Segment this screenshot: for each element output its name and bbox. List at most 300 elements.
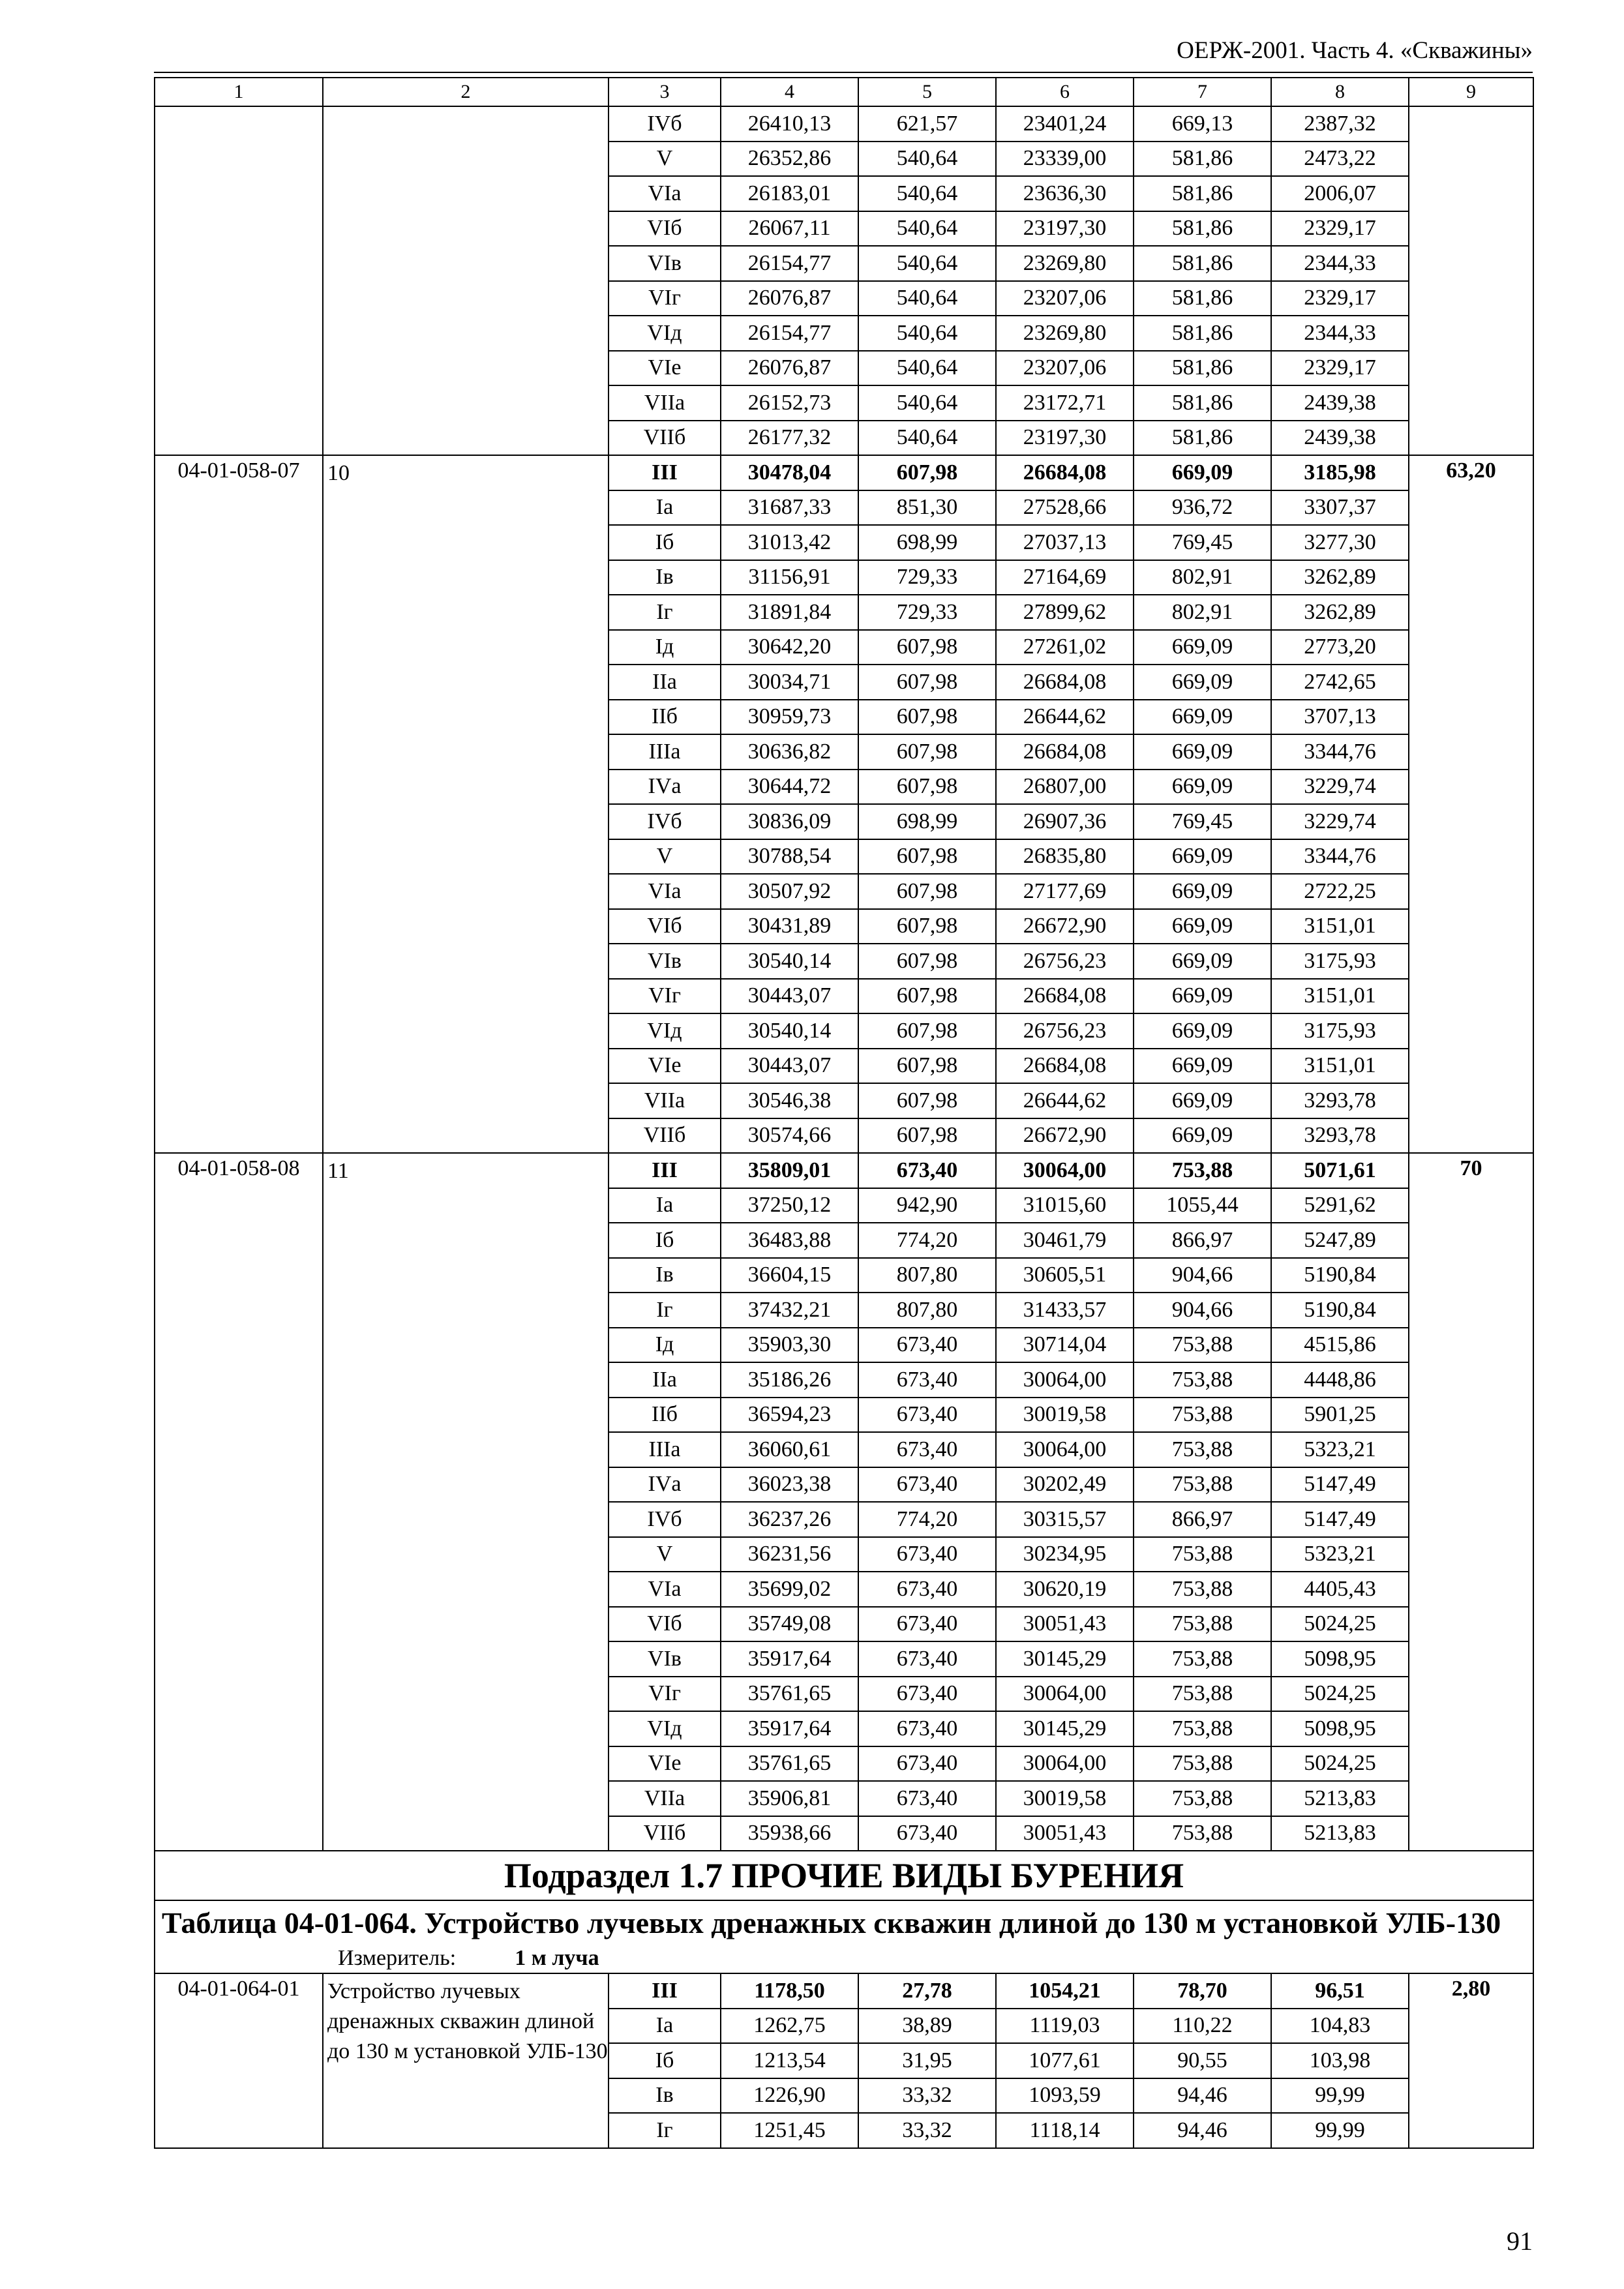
- value-cell: 3229,74: [1271, 804, 1409, 839]
- value-cell: 3151,01: [1271, 909, 1409, 944]
- value-cell: 30145,29: [996, 1641, 1134, 1677]
- value-cell: 673,40: [858, 1641, 996, 1677]
- table-body: [155, 78, 1533, 2148]
- value-cell: 26410,13: [721, 106, 858, 142]
- zone-cell: VIа: [609, 176, 721, 211]
- value-cell: 38,89: [858, 2009, 996, 2044]
- value-cell: 851,30: [858, 490, 996, 526]
- value-cell: 904,66: [1134, 1258, 1271, 1293]
- table-title-row: [155, 1900, 1533, 1973]
- value-cell: 26684,08: [996, 979, 1134, 1014]
- value-cell: 26756,23: [996, 1013, 1134, 1049]
- value-cell: 1251,45: [721, 2113, 858, 2148]
- value-cell: 30620,19: [996, 1572, 1134, 1607]
- zone-cell: VIв: [609, 1641, 721, 1677]
- zone-cell: Iа: [609, 490, 721, 526]
- value-cell: 30064,00: [996, 1432, 1134, 1467]
- zone-cell: V: [609, 1537, 721, 1572]
- value-cell: 30064,00: [996, 1677, 1134, 1712]
- value-cell: 30202,49: [996, 1467, 1134, 1503]
- zone-cell: Iд: [609, 1328, 721, 1363]
- value-cell: 3293,78: [1271, 1083, 1409, 1118]
- value-cell: 1119,03: [996, 2009, 1134, 2044]
- value-cell: 30051,43: [996, 1607, 1134, 1642]
- value-cell: 607,98: [858, 979, 996, 1014]
- value-cell: 30145,29: [996, 1711, 1134, 1746]
- value-cell: 729,33: [858, 595, 996, 630]
- table-title-cell: [155, 1900, 1533, 1973]
- value-cell: 540,64: [858, 385, 996, 421]
- value-cell: 607,98: [858, 1049, 996, 1084]
- value-cell: 669,09: [1134, 1049, 1271, 1084]
- value-cell: 23339,00: [996, 142, 1134, 177]
- value-cell: 2006,07: [1271, 176, 1409, 211]
- value-cell: 30636,82: [721, 734, 858, 770]
- value-cell: 753,88: [1134, 1537, 1271, 1572]
- value-cell: 23197,30: [996, 211, 1134, 247]
- zone-cell: IIIа: [609, 734, 721, 770]
- value-cell: 540,64: [858, 316, 996, 351]
- value-cell: 607,98: [858, 1013, 996, 1049]
- zone-cell: Iб: [609, 525, 721, 560]
- value-cell: 3185,98: [1271, 455, 1409, 490]
- value-cell: 607,98: [858, 770, 996, 805]
- value-cell: 103,98: [1271, 2043, 1409, 2078]
- value-cell: 94,46: [1134, 2113, 1271, 2148]
- zone-cell: IIб: [609, 700, 721, 735]
- value-cell: 23269,80: [996, 246, 1134, 281]
- zone-cell: VIв: [609, 246, 721, 281]
- zone-cell: VIа: [609, 874, 721, 909]
- value-cell: 1093,59: [996, 2078, 1134, 2114]
- value-cell: 37250,12: [721, 1188, 858, 1223]
- value-cell: 769,45: [1134, 525, 1271, 560]
- table-row: [155, 455, 1533, 490]
- zone-cell: Iг: [609, 595, 721, 630]
- value-cell: 607,98: [858, 874, 996, 909]
- value-cell: 30959,73: [721, 700, 858, 735]
- value-cell: 23207,06: [996, 281, 1134, 316]
- value-cell: 23636,30: [996, 176, 1134, 211]
- value-cell: 23401,24: [996, 106, 1134, 142]
- value-cell: 540,64: [858, 351, 996, 386]
- value-cell: 26644,62: [996, 1083, 1134, 1118]
- value-cell: 36023,38: [721, 1467, 858, 1503]
- value-cell: 753,88: [1134, 1746, 1271, 1782]
- value-cell: 30234,95: [996, 1537, 1134, 1572]
- column-number: 9: [1409, 78, 1533, 106]
- zone-cell: IVб: [609, 804, 721, 839]
- value-cell: 30315,57: [996, 1502, 1134, 1537]
- value-cell: 2722,25: [1271, 874, 1409, 909]
- value-cell: 753,88: [1134, 1328, 1271, 1363]
- value-cell: 673,40: [858, 1746, 996, 1782]
- value-cell: 35761,65: [721, 1677, 858, 1712]
- value-cell: 673,40: [858, 1677, 996, 1712]
- value-cell: 669,09: [1134, 630, 1271, 665]
- zone-cell: VIг: [609, 281, 721, 316]
- zone-cell: III: [609, 1973, 721, 2009]
- value-cell: 3344,76: [1271, 839, 1409, 875]
- value-cell: 30605,51: [996, 1258, 1134, 1293]
- value-cell: 26672,90: [996, 1118, 1134, 1154]
- value-cell: 5247,89: [1271, 1223, 1409, 1258]
- zone-cell: IVб: [609, 106, 721, 142]
- value-cell: 30546,38: [721, 1083, 858, 1118]
- page-number: 91: [1507, 2226, 1533, 2256]
- value-cell: 31433,57: [996, 1293, 1134, 1328]
- value-cell: 30507,92: [721, 874, 858, 909]
- value-cell: 26152,73: [721, 385, 858, 421]
- value-cell: 802,91: [1134, 560, 1271, 595]
- value-cell: 904,66: [1134, 1293, 1271, 1328]
- value-cell: 33,32: [858, 2078, 996, 2114]
- value-cell: 36594,23: [721, 1398, 858, 1433]
- rate-code-cell: [155, 106, 323, 455]
- zone-cell: VIг: [609, 1677, 721, 1712]
- table-row: [155, 106, 1533, 142]
- value-cell: 90,55: [1134, 2043, 1271, 2078]
- value-cell: 607,98: [858, 1083, 996, 1118]
- value-cell: 30019,58: [996, 1398, 1134, 1433]
- value-cell: 581,86: [1134, 211, 1271, 247]
- value-cell: 729,33: [858, 560, 996, 595]
- zone-cell: VIIб: [609, 1816, 721, 1851]
- value-cell: 669,09: [1134, 874, 1271, 909]
- value-cell: 669,09: [1134, 700, 1271, 735]
- value-cell: 3175,93: [1271, 944, 1409, 979]
- value-cell: 5024,25: [1271, 1677, 1409, 1712]
- value-cell: 30642,20: [721, 630, 858, 665]
- value-cell: 26835,80: [996, 839, 1134, 875]
- value-cell: 5901,25: [1271, 1398, 1409, 1433]
- value-cell: 673,40: [858, 1328, 996, 1363]
- value-cell: 3229,74: [1271, 770, 1409, 805]
- value-cell: 1226,90: [721, 2078, 858, 2114]
- column-number: 7: [1134, 78, 1271, 106]
- value-cell: 35938,66: [721, 1816, 858, 1851]
- value-cell: 753,88: [1134, 1153, 1271, 1188]
- value-cell: 30836,09: [721, 804, 858, 839]
- value-cell: 30478,04: [721, 455, 858, 490]
- zone-cell: Iб: [609, 2043, 721, 2078]
- rates-table: [154, 77, 1534, 2149]
- measure-line: [162, 1944, 1526, 1973]
- value-cell: 669,09: [1134, 839, 1271, 875]
- value-cell: 669,09: [1134, 770, 1271, 805]
- value-cell: 27261,02: [996, 630, 1134, 665]
- value-cell: 753,88: [1134, 1711, 1271, 1746]
- zone-cell: V: [609, 142, 721, 177]
- work-name-cell: 10: [323, 455, 609, 1153]
- col9-cell: 2,80: [1409, 1973, 1533, 2148]
- value-cell: 774,20: [858, 1223, 996, 1258]
- value-cell: 669,09: [1134, 979, 1271, 1014]
- value-cell: 36237,26: [721, 1502, 858, 1537]
- zone-cell: VIб: [609, 909, 721, 944]
- value-cell: 866,97: [1134, 1502, 1271, 1537]
- value-cell: 669,09: [1134, 1118, 1271, 1154]
- zone-cell: IVб: [609, 1502, 721, 1537]
- value-cell: 31013,42: [721, 525, 858, 560]
- column-number: 6: [996, 78, 1134, 106]
- value-cell: 673,40: [858, 1781, 996, 1816]
- value-cell: 942,90: [858, 1188, 996, 1223]
- zone-cell: VIд: [609, 1013, 721, 1049]
- value-cell: 23172,71: [996, 385, 1134, 421]
- zone-cell: III: [609, 1153, 721, 1188]
- value-cell: 2329,17: [1271, 281, 1409, 316]
- column-number: 5: [858, 78, 996, 106]
- value-cell: 2387,32: [1271, 106, 1409, 142]
- value-cell: 753,88: [1134, 1816, 1271, 1851]
- value-cell: 673,40: [858, 1153, 996, 1188]
- value-cell: 607,98: [858, 944, 996, 979]
- value-cell: 669,09: [1134, 665, 1271, 700]
- value-cell: 607,98: [858, 1118, 996, 1154]
- zone-cell: Iг: [609, 2113, 721, 2148]
- zone-cell: VIд: [609, 1711, 721, 1746]
- value-cell: 607,98: [858, 909, 996, 944]
- col9-cell: [1409, 106, 1533, 455]
- value-cell: 27,78: [858, 1973, 996, 2009]
- value-cell: 753,88: [1134, 1677, 1271, 1712]
- value-cell: 2344,33: [1271, 246, 1409, 281]
- value-cell: 30443,07: [721, 979, 858, 1014]
- value-cell: 753,88: [1134, 1607, 1271, 1642]
- value-cell: 26076,87: [721, 351, 858, 386]
- value-cell: 30714,04: [996, 1328, 1134, 1363]
- value-cell: 27177,69: [996, 874, 1134, 909]
- zone-cell: III: [609, 455, 721, 490]
- value-cell: 35906,81: [721, 1781, 858, 1816]
- value-cell: 110,22: [1134, 2009, 1271, 2044]
- value-cell: 36604,15: [721, 1258, 858, 1293]
- zone-cell: VIб: [609, 1607, 721, 1642]
- value-cell: 669,09: [1134, 734, 1271, 770]
- value-cell: 581,86: [1134, 421, 1271, 456]
- value-cell: 673,40: [858, 1711, 996, 1746]
- value-cell: 26183,01: [721, 176, 858, 211]
- zone-cell: VIе: [609, 1049, 721, 1084]
- value-cell: 27528,66: [996, 490, 1134, 526]
- value-cell: 1213,54: [721, 2043, 858, 2078]
- value-cell: 5024,25: [1271, 1607, 1409, 1642]
- value-cell: 3262,89: [1271, 560, 1409, 595]
- zone-cell: VIб: [609, 211, 721, 247]
- header-rule: [154, 72, 1533, 73]
- value-cell: 30540,14: [721, 1013, 858, 1049]
- value-cell: 540,64: [858, 142, 996, 177]
- table-row: [155, 1973, 1533, 2009]
- value-cell: 753,88: [1134, 1572, 1271, 1607]
- value-cell: 36483,88: [721, 1223, 858, 1258]
- value-cell: 581,86: [1134, 316, 1271, 351]
- value-cell: 5071,61: [1271, 1153, 1409, 1188]
- value-cell: 26067,11: [721, 211, 858, 247]
- value-cell: 26076,87: [721, 281, 858, 316]
- value-cell: 27037,13: [996, 525, 1134, 560]
- value-cell: 23269,80: [996, 316, 1134, 351]
- value-cell: 2439,38: [1271, 421, 1409, 456]
- value-cell: 673,40: [858, 1537, 996, 1572]
- value-cell: 1055,44: [1134, 1188, 1271, 1223]
- zone-cell: IVа: [609, 770, 721, 805]
- value-cell: 673,40: [858, 1607, 996, 1642]
- value-cell: 540,64: [858, 421, 996, 456]
- col9-cell: 70: [1409, 1153, 1533, 1851]
- zone-cell: Iв: [609, 2078, 721, 2114]
- zone-cell: VIIа: [609, 1083, 721, 1118]
- value-cell: 607,98: [858, 630, 996, 665]
- column-number: 4: [721, 78, 858, 106]
- value-cell: 30019,58: [996, 1781, 1134, 1816]
- value-cell: 99,99: [1271, 2113, 1409, 2148]
- value-cell: 1262,75: [721, 2009, 858, 2044]
- value-cell: 698,99: [858, 525, 996, 560]
- value-cell: 774,20: [858, 1502, 996, 1537]
- value-cell: 5291,62: [1271, 1188, 1409, 1223]
- work-name-cell: 11: [323, 1153, 609, 1851]
- col9-cell: 63,20: [1409, 455, 1533, 1153]
- value-cell: 35809,01: [721, 1153, 858, 1188]
- measure-value: 1 м луча: [515, 1946, 599, 1970]
- value-cell: 2329,17: [1271, 211, 1409, 247]
- value-cell: 31,95: [858, 2043, 996, 2078]
- column-number: 8: [1271, 78, 1409, 106]
- column-number: 1: [155, 78, 323, 106]
- value-cell: 807,80: [858, 1293, 996, 1328]
- value-cell: 26352,86: [721, 142, 858, 177]
- value-cell: 35761,65: [721, 1746, 858, 1782]
- value-cell: 33,32: [858, 2113, 996, 2148]
- value-cell: 1054,21: [996, 1973, 1134, 2009]
- zone-cell: VIIб: [609, 1118, 721, 1154]
- value-cell: 753,88: [1134, 1432, 1271, 1467]
- value-cell: 802,91: [1134, 595, 1271, 630]
- value-cell: 26644,62: [996, 700, 1134, 735]
- value-cell: 3262,89: [1271, 595, 1409, 630]
- value-cell: 669,13: [1134, 106, 1271, 142]
- value-cell: 30443,07: [721, 1049, 858, 1084]
- value-cell: 2773,20: [1271, 630, 1409, 665]
- section-title: Подраздел 1.7 ПРОЧИЕ ВИДЫ БУРЕНИЯ: [155, 1851, 1533, 1900]
- value-cell: 936,72: [1134, 490, 1271, 526]
- value-cell: 26684,08: [996, 455, 1134, 490]
- value-cell: 5190,84: [1271, 1258, 1409, 1293]
- value-cell: 78,70: [1134, 1973, 1271, 2009]
- value-cell: 753,88: [1134, 1362, 1271, 1398]
- value-cell: 581,86: [1134, 385, 1271, 421]
- value-cell: 26756,23: [996, 944, 1134, 979]
- value-cell: 5024,25: [1271, 1746, 1409, 1782]
- value-cell: 2742,65: [1271, 665, 1409, 700]
- value-cell: 753,88: [1134, 1467, 1271, 1503]
- value-cell: 30034,71: [721, 665, 858, 700]
- value-cell: 104,83: [1271, 2009, 1409, 2044]
- measure-label: Измеритель:: [338, 1946, 457, 1970]
- value-cell: 30644,72: [721, 770, 858, 805]
- value-cell: 26154,77: [721, 316, 858, 351]
- value-cell: 94,46: [1134, 2078, 1271, 2114]
- value-cell: 30064,00: [996, 1746, 1134, 1782]
- table-row: [155, 1153, 1533, 1188]
- value-cell: 4405,43: [1271, 1572, 1409, 1607]
- value-cell: 3151,01: [1271, 979, 1409, 1014]
- value-cell: 3293,78: [1271, 1118, 1409, 1154]
- value-cell: 3151,01: [1271, 1049, 1409, 1084]
- zone-cell: V: [609, 839, 721, 875]
- zone-cell: Iа: [609, 1188, 721, 1223]
- value-cell: 31891,84: [721, 595, 858, 630]
- value-cell: 26177,32: [721, 421, 858, 456]
- value-cell: 753,88: [1134, 1781, 1271, 1816]
- value-cell: 3175,93: [1271, 1013, 1409, 1049]
- value-cell: 30574,66: [721, 1118, 858, 1154]
- value-cell: 35917,64: [721, 1641, 858, 1677]
- value-cell: 4448,86: [1271, 1362, 1409, 1398]
- value-cell: 26672,90: [996, 909, 1134, 944]
- value-cell: 30461,79: [996, 1223, 1134, 1258]
- rate-code-cell: 04-01-058-08: [155, 1153, 323, 1851]
- value-cell: 5323,21: [1271, 1537, 1409, 1572]
- value-cell: 35186,26: [721, 1362, 858, 1398]
- zone-cell: VIд: [609, 316, 721, 351]
- zone-cell: IIIа: [609, 1432, 721, 1467]
- value-cell: 5213,83: [1271, 1816, 1409, 1851]
- value-cell: 866,97: [1134, 1223, 1271, 1258]
- value-cell: 27899,62: [996, 595, 1134, 630]
- value-cell: 540,64: [858, 246, 996, 281]
- zone-cell: VIв: [609, 944, 721, 979]
- zone-cell: Iг: [609, 1293, 721, 1328]
- value-cell: 37432,21: [721, 1293, 858, 1328]
- zone-cell: Iб: [609, 1223, 721, 1258]
- value-cell: 23197,30: [996, 421, 1134, 456]
- zone-cell: IVа: [609, 1467, 721, 1503]
- zone-cell: IIа: [609, 1362, 721, 1398]
- zone-cell: Iв: [609, 560, 721, 595]
- page-header: ОЕРЖ-2001. Часть 4. «Скважины»: [1177, 37, 1533, 64]
- value-cell: 3344,76: [1271, 734, 1409, 770]
- value-cell: 30540,14: [721, 944, 858, 979]
- column-number: 2: [323, 78, 609, 106]
- value-cell: 30788,54: [721, 839, 858, 875]
- value-cell: 35699,02: [721, 1572, 858, 1607]
- value-cell: 30064,00: [996, 1153, 1134, 1188]
- zone-cell: VIе: [609, 1746, 721, 1782]
- value-cell: 99,99: [1271, 2078, 1409, 2114]
- value-cell: 669,09: [1134, 909, 1271, 944]
- value-cell: 5098,95: [1271, 1711, 1409, 1746]
- work-name-cell: [323, 106, 609, 455]
- rate-code-cell: 04-01-064-01: [155, 1973, 323, 2148]
- value-cell: 1118,14: [996, 2113, 1134, 2148]
- value-cell: 698,99: [858, 804, 996, 839]
- table-title: Таблица 04-01-064. Устройство лучевых дренажных скважин длиной до 130 м установкой УЛБ-130: [162, 1906, 1501, 1939]
- value-cell: 540,64: [858, 211, 996, 247]
- value-cell: 5147,49: [1271, 1467, 1409, 1503]
- value-cell: 769,45: [1134, 804, 1271, 839]
- zone-cell: IIа: [609, 665, 721, 700]
- zone-cell: VIIа: [609, 1781, 721, 1816]
- value-cell: 607,98: [858, 734, 996, 770]
- value-cell: 540,64: [858, 176, 996, 211]
- value-cell: 35917,64: [721, 1711, 858, 1746]
- zone-cell: Iд: [609, 630, 721, 665]
- value-cell: 3307,37: [1271, 490, 1409, 526]
- value-cell: 607,98: [858, 839, 996, 875]
